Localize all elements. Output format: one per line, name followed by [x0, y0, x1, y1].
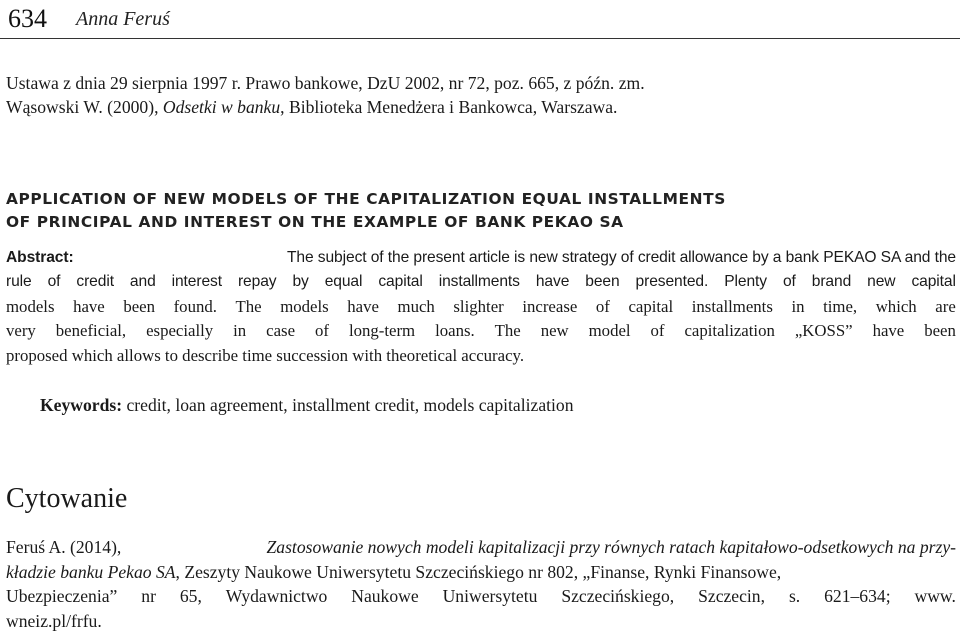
- reference-publisher: , Biblioteka Menedżera i Bankowca, Warszawa.: [280, 97, 618, 117]
- citation-heading: Cytowanie: [6, 483, 128, 514]
- running-author: Anna Feruś: [76, 7, 170, 30]
- abstract-line: models have been found. The models have much slighter increase of capital installments in time, which are: [6, 296, 956, 316]
- reference-title: Odsetki w banku: [162, 97, 281, 117]
- header-rule: [0, 38, 960, 39]
- citation: [6, 535, 956, 633]
- citation-line: [6, 535, 956, 560]
- abstract-label: Abstract:: [6, 249, 74, 266]
- reference-item: [6, 71, 954, 95]
- abstract-line: rule of credit and interest repay by equal capital installments have been presented. Plenty of brand new capital: [6, 273, 956, 291]
- abstract: [6, 246, 956, 368]
- abstract-line: proposed which allows to describe time succession with theoretical accuracy.: [6, 345, 525, 365]
- citation-author: Feruś A. (2014),: [6, 537, 122, 557]
- keywords-text: credit, loan agreement, installment credit, models capitalization: [126, 395, 574, 415]
- abstract-text: The subject of the present article is new strategy of credit allowance by a bank PEKAO SA and the: [286, 249, 956, 266]
- reference-author: Wąsowski W. (2000),: [6, 97, 159, 117]
- citation-title: kładzie banku Pekao SA: [6, 561, 176, 582]
- reference-text: Ustawa z dnia 29 sierpnia 1997 r. Prawo bankowe, DzU 2002, nr 72, poz. 665, z późn. zm.: [6, 73, 645, 93]
- title-line: APPLICATION OF NEW MODELS OF THE CAPITALIZATION EQUAL INSTALLMENTS: [6, 190, 726, 208]
- abstract-line: very beneficial, especially in case of long-term loans. The new model of capitalization „KOSS” have been: [6, 321, 956, 341]
- reference-list: [6, 71, 954, 119]
- abstract-line: [6, 246, 956, 270]
- title-line: OF PRINCIPAL AND INTEREST ON THE EXAMPLE OF BANK PEKAO SA: [6, 213, 624, 231]
- keywords: [40, 395, 574, 416]
- keywords-label: Keywords:: [40, 395, 123, 415]
- citation-journal: , Zeszyty Naukowe Uniwersytetu Szczecińskiego nr 802, „Finanse, Rynki Finansowe,: [175, 561, 782, 582]
- page-number: 634: [8, 4, 47, 33]
- citation-line: Ubezpieczenia” nr 65, Wydawnictwo Naukowe Uniwersytetu Szczecińskiego, Szczecin, s. 621–634; www.: [6, 586, 956, 606]
- running-header: [8, 0, 170, 38]
- citation-line: wneiz.pl/frfu.: [6, 610, 102, 631]
- citation-line: [6, 560, 956, 585]
- article-title: [6, 188, 954, 234]
- citation-title: Zastosowanie nowych modeli kapitalizacji przy równych ratach kapitałowo-odsetkowych na przy-: [266, 537, 956, 557]
- reference-item: [6, 95, 954, 119]
